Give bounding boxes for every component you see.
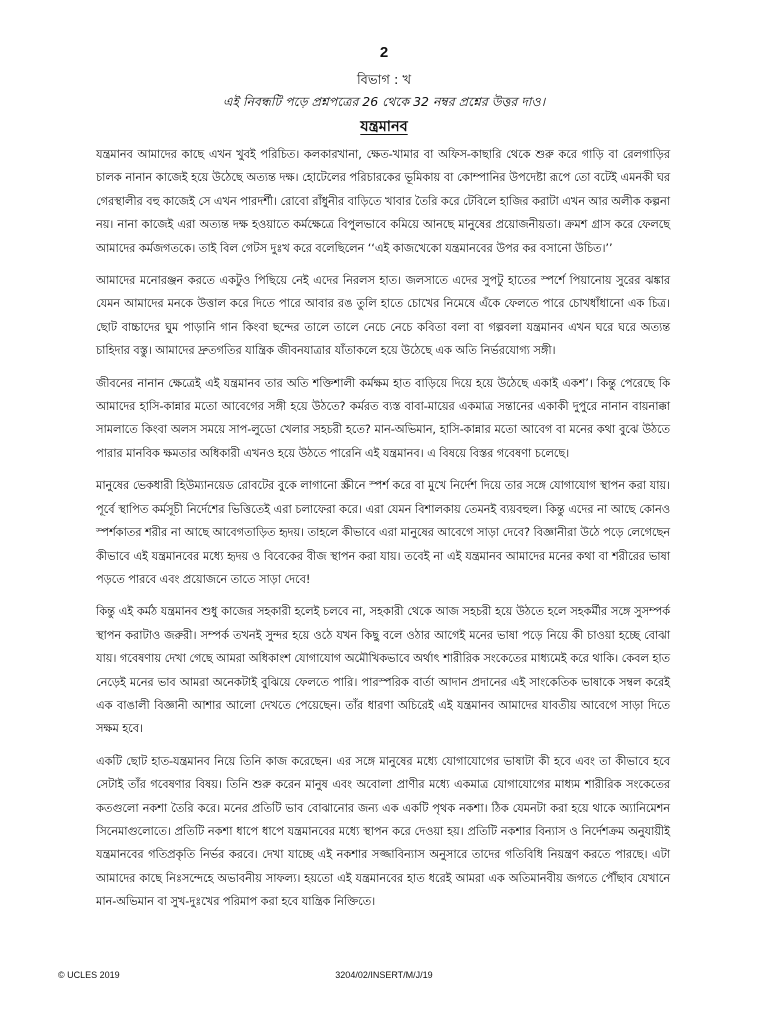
paragraph: যন্ত্রমানব আমাদের কাছে এখন খুবই পরিচিত। কলকারখানা, ক্ষেত-খামার বা অফিস-কাছারি থেকে শুরু করে গাড়ি বা রেলগাড়ির চালক নানান কাজেই হয়ে উঠেছে অত্যন্ত দক্ষ। হোটেলের পরিচারকের ভূমিকায় বা কোম্পানির উপদেষ্টা রূপে তো বটেই এমনকী ঘর গেরস্থালীর বহু কাজেই সে এখন পারদর্শী। রোবো রাঁধুনীর বাড়িতে খাবার তৈরি করে টেবিলে হাজির করাটা এখন আর অলীক কল্পনা নয়। নানা কাজেই এরা অত্যন্ত দক্ষ হওয়াতে কর্মক্ষেত্রে বিপুলভাবে কমিয়ে আনছে মানুষের প্রয়োজনীয়তা। ক্রমশ গ্রাস করে ফেলছে আমাদের কর্মজগতকে। তাই বিল গেটস দুঃখ করে বলেছিলেন ‘‘এই কাজখেকো যন্ত্রমানবের উপর কর বসানো উচিত।’’ [96, 147, 670, 255]
paragraph: জীবনের নানান ক্ষেত্রেই এই যন্ত্রমানব তার অতি শক্তিশালী কর্মক্ষম হাত বাড়িয়ে দিয়ে হয়ে উঠেছে একাই একশ’। কিন্তু পেরেছে কি আমাদের হাসি-কান্নার মতো আবেগের সঙ্গী হয়ে উঠতে? কর্মরত ব্যস্ত বাবা-মায়ের একমাত্র সন্তানের একাকী দুপুরে নানান বায়নাক্কা সামলাতে কিংবা অলস সময়ে সাপ-লুডো খেলার সহচরী হতে? মান-অভিমান, হাসি-কান্নার মতো আবেগ বা মনের কথা বুঝে উঠতে পারার মানবিক ক্ষমতার অধিকারী এখনও হয়ে উঠতে পারেনি এই যন্ত্রমানব। এ বিষয়ে বিস্তর গবেষণা চলেছে। [96, 375, 670, 460]
passage-title-wrapper [0, 116, 768, 140]
passage-title: যন্ত্রমানব [360, 119, 408, 135]
passage-body [96, 143, 670, 923]
instruction-line: এই নিবন্ধটি পড়ে প্রশ্নপত্রের 26 থেকে 32 নম্বর প্রশ্নের উত্তর দাও। [222, 94, 546, 109]
section-label: বিভাগ : খ [356, 73, 412, 88]
paragraph: আমাদের মনোরঞ্জন করতে একটুও পিছিয়ে নেই এদের নিরলস হাত। জলসাতে এদের সুপটু হাতের স্পর্শে পিয়ানোয় সুরের ঝঙ্কার যেমন আমাদের মনকে উত্তাল করে দিতে পারে আবার রঙ তুলি হাতে চোখের নিমেষে এঁকে ফেলতে পারে চোখধাঁধানো এক চিত্র। ছোট বাচ্চাদের ঘুম পাড়ানি গান কিংবা ছন্দের তালে তালে নেচে নেচে কবিতা বলা বা গল্পবলা যন্ত্রমানব এখন ঘরে ঘরে অত্যন্ত চাহিদার বস্তু। আমাদের দ্রুতগতির যান্ত্রিক জীবনযাত্রার যাঁতাকলে হয়ে উঠেছে এক অতি নির্ভরযোগ্য সঙ্গী। [96, 273, 670, 358]
paper-code: 3204/02/INSERT/M/J/19 [335, 970, 433, 980]
paragraph: একটি ছোট হাত-যন্ত্রমানব নিয়ে তিনি কাজ করেছেন। এর সঙ্গে মানুষের মধ্যে যোগাযোগের ভাষাটা কী হবে এবং তা কীভাবে হবে সেটাই তাঁর গবেষণার বিষয়। তিনি শুরু করেন মানুষ এবং অবোলা প্রাণীর মধ্যে একমাত্র যোগাযোগের মাধ্যম শারীরিক সংকেতের কতগুলো নকশা তৈরি করে। মনের প্রতিটি ভাব বোঝানোর জন্য এক একটি পৃথক নকশা। ঠিক যেমনটা করা হয়ে থাকে অ্যানিমেশন সিনেমাগুলোতে। প্রতিটি নকশা ধাপে ধাপে যন্ত্রমানবের মধ্যে স্থাপন করে দেওয়া হয়। প্রতিটি নকশার বিন্যাস ও নির্দেশক্রম অনুযায়ীই যন্ত্রমানবের গতিপ্রকৃতি নির্ভর করবে। দেখা যাচ্ছে এই নকশার সজ্জাবিন্যাস অনুসারে তাদের গতিবিধি নিয়ন্ত্রণ করতে পারছে। এটা আমাদের কাছে নিঃসন্দেহে অভাবনীয় সাফল্য। হয়তো এই যন্ত্রমানবের হাত ধরেই আমরা এক অতিমানবীয় জগতে পৌঁছাব যেখানে মান-অভিমান বা সুখ-দুঃখের পরিমাপ করা হবে যান্ত্রিক নিক্তিতে। [96, 753, 670, 909]
page-number: 2 [379, 44, 389, 61]
copyright-notice: © UCLES 2019 [58, 970, 120, 980]
paragraph: মানুষের ভেকধারী হিউম্যানয়েড রোবটের বুকে লাগানো স্ক্রীনে স্পর্শ করে বা মুখে নির্দেশ দিয়ে তার সঙ্গে যোগাযোগ স্থাপন করা যায়। পূর্বে স্থাপিত কর্মসূচী নির্দেশের ভিত্তিতেই এরা চলাফেরা করে। এরা যেমন বিশালকায় তেমনই ব্যয়বহুল। কিন্তু এদের না আছে কোনও স্পর্শকাতর শরীর না আছে আবেগতাড়িত হৃদয়। তাহলে কীভাবে এরা মানুষের আবেগে সাড়া দেবে? বিজ্ঞানীরা উঠে পড়ে লেগেছেন কীভাবে এই যন্ত্রমানবের মধ্যে হৃদয় ও বিবেকের বীজ স্থাপন করা যায়। তবেই না এই যন্ত্রমানব আমাদের মনের কথা বা শরীরের ভাষা পড়তে পারবে এবং প্রয়োজনে তাতে সাড়া দেবে! [96, 478, 670, 586]
paragraph: কিন্তু এই কর্মঠ যন্ত্রমানব শুধু কাজের সহকারী হলেই চলবে না, সহকারী থেকে আজ সহচরী হয়ে উঠতে হলে সহকর্মীর সঙ্গে সুসম্পর্ক স্থাপন করাটাও জরুরী। সম্পর্ক তখনই সুন্দর হয়ে ওঠে যখন কিছু বলে ওঠার আগেই মনের ভাষা পড়ে নিয়ে কী চাওয়া হচ্ছে বোঝা যায়। গবেষণায় দেখা গেছে আমরা অধিকাংশ যোগাযোগ অমৌখিকভাবে অর্থাৎ শারীরিক সংকেতের মাধ্যমেই করে থাকি। কেবল হাত নেড়েই মনের ভাব আমরা অনেকটাই বুঝিয়ে ফেলতে পারি। পারস্পরিক বার্তা আদান প্রদানের এই সাংকেতিক ভাষাকে সম্বল করেই এক বাঙালী বিজ্ঞানী আশার আলো দেখতে পেয়েছেন। তাঁর ধারণা অচিরেই এই যন্ত্রমানব আমাদের যাবতীয় আবেগে সাড়া দিতে সক্ষম হবে। [96, 604, 670, 736]
